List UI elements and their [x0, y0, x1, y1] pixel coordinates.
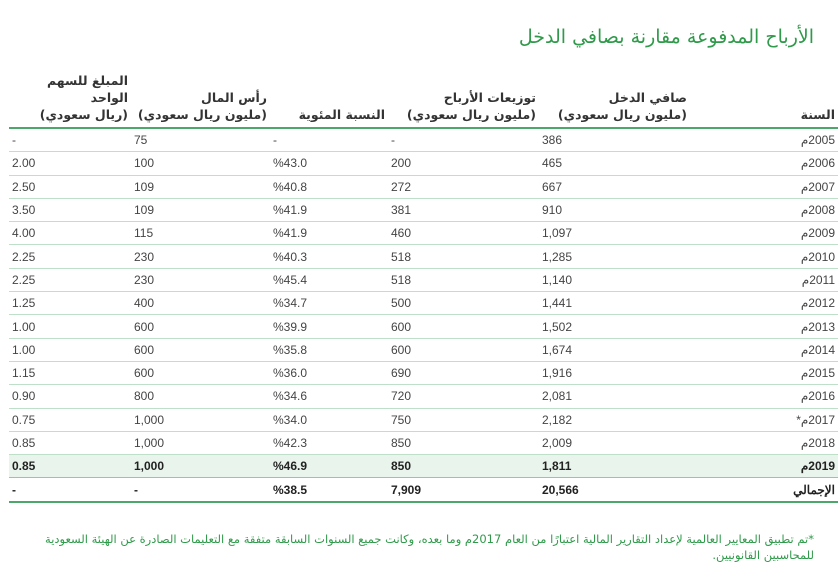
cell-percentage: %40.3 — [270, 245, 388, 268]
cell-year: 2018م — [690, 431, 838, 454]
cell-total-label: الإجمالي — [690, 478, 838, 502]
cell-net-income: 465 — [539, 152, 690, 175]
table-row — [9, 152, 838, 175]
table-row-total — [9, 478, 838, 502]
cell-per-share: 0.90 — [9, 385, 131, 408]
cell-percentage: - — [270, 128, 388, 152]
table-row-highlighted — [9, 455, 838, 478]
cell-distributions: 272 — [388, 175, 539, 198]
cell-net-income: 2,182 — [539, 408, 690, 431]
cell-distributions: 381 — [388, 198, 539, 221]
cell-net-income: 386 — [539, 128, 690, 152]
cell-percentage: %42.3 — [270, 431, 388, 454]
cell-year: 2013م — [690, 315, 838, 338]
cell-per-share: 0.75 — [9, 408, 131, 431]
cell-capital: 1,000 — [131, 431, 270, 454]
cell-year: 2015م — [690, 361, 838, 384]
cell-net-income: 1,916 — [539, 361, 690, 384]
cell-distributions: 600 — [388, 338, 539, 361]
cell-per-share: 0.85 — [9, 455, 131, 478]
cell-year: 2010م — [690, 245, 838, 268]
cell-capital: 109 — [131, 198, 270, 221]
table-row — [9, 268, 838, 291]
cell-per-share: 1.00 — [9, 338, 131, 361]
cell-percentage: %41.9 — [270, 222, 388, 245]
header-year: السنة — [690, 72, 838, 128]
cell-percentage: %46.9 — [270, 455, 388, 478]
table-row — [9, 128, 838, 152]
cell-net-income: 1,441 — [539, 292, 690, 315]
cell-net-income: 1,502 — [539, 315, 690, 338]
cell-capital: 600 — [131, 338, 270, 361]
cell-percentage: %36.0 — [270, 361, 388, 384]
header-distributions-line2: (مليون ريال سعودي) — [406, 107, 536, 122]
cell-year: 2011م — [690, 268, 838, 291]
cell-year: 2007م — [690, 175, 838, 198]
cell-capital: 75 — [131, 128, 270, 152]
header-distributions-line1: توزيعات الأرباح — [443, 90, 536, 105]
table-row — [9, 245, 838, 268]
cell-capital: 400 — [131, 292, 270, 315]
table-row — [9, 292, 838, 315]
cell-net-income: 1,140 — [539, 268, 690, 291]
cell-distributions: 460 — [388, 222, 539, 245]
cell-percentage: %41.9 — [270, 198, 388, 221]
cell-capital: 1,000 — [131, 455, 270, 478]
table-header-row — [9, 72, 838, 128]
cell-net-income: 910 — [539, 198, 690, 221]
cell-year: 2016م — [690, 385, 838, 408]
cell-percentage: %34.6 — [270, 385, 388, 408]
cell-net-income: 2,081 — [539, 385, 690, 408]
cell-distributions: 750 — [388, 408, 539, 431]
cell-year: 2008م — [690, 198, 838, 221]
cell-distributions: 690 — [388, 361, 539, 384]
cell-total-capital: - — [131, 478, 270, 502]
cell-per-share: 1.15 — [9, 361, 131, 384]
cell-capital: 100 — [131, 152, 270, 175]
cell-year: 2006م — [690, 152, 838, 175]
table-row — [9, 315, 838, 338]
cell-net-income: 2,009 — [539, 431, 690, 454]
header-capital-line2: (مليون ريال سعودي) — [137, 107, 267, 122]
cell-per-share: 2.25 — [9, 268, 131, 291]
table-row — [9, 338, 838, 361]
cell-distributions: 720 — [388, 385, 539, 408]
cell-percentage: %45.4 — [270, 268, 388, 291]
cell-total-percentage: %38.5 — [270, 478, 388, 502]
cell-capital: 800 — [131, 385, 270, 408]
footnote: *تم تطبيق المعايير العالمية لإعداد التقارير المالية اعتبارًا من العام 2017م وما بعده، وكانت جميع السنوات السابقة متفقة مع التعليمات الصادرة عن الهيئة السعودية للمحاسبين القانونيين. — [45, 532, 814, 562]
cell-distributions: - — [388, 128, 539, 152]
cell-year: 2019م — [690, 455, 838, 478]
cell-distributions: 518 — [388, 245, 539, 268]
dividends-table — [9, 72, 838, 503]
header-percentage: النسبة المئوية — [270, 72, 388, 128]
page-title: الأرباح المدفوعة مقارنة بصافي الدخل — [518, 26, 814, 48]
cell-percentage: %34.7 — [270, 292, 388, 315]
header-net-income-line2: (مليون ريال سعودي) — [557, 107, 687, 122]
cell-year: 2017م* — [690, 408, 838, 431]
cell-distributions: 518 — [388, 268, 539, 291]
header-capital — [131, 72, 270, 128]
table-row — [9, 198, 838, 221]
cell-capital: 600 — [131, 361, 270, 384]
table-row — [9, 408, 838, 431]
cell-per-share: 2.25 — [9, 245, 131, 268]
cell-total-net-income: 20,566 — [539, 478, 690, 502]
cell-capital: 1,000 — [131, 408, 270, 431]
cell-capital: 230 — [131, 245, 270, 268]
cell-per-share: 0.85 — [9, 431, 131, 454]
cell-per-share: - — [9, 128, 131, 152]
cell-net-income: 1,674 — [539, 338, 690, 361]
cell-per-share: 2.50 — [9, 175, 131, 198]
table-row — [9, 385, 838, 408]
cell-percentage: %40.8 — [270, 175, 388, 198]
cell-percentage: %39.9 — [270, 315, 388, 338]
cell-percentage: %43.0 — [270, 152, 388, 175]
table-row — [9, 431, 838, 454]
table-row — [9, 361, 838, 384]
cell-per-share: 1.25 — [9, 292, 131, 315]
cell-percentage: %35.8 — [270, 338, 388, 361]
table-row — [9, 222, 838, 245]
table-body — [9, 128, 838, 502]
cell-capital: 115 — [131, 222, 270, 245]
cell-total-distributions: 7,909 — [388, 478, 539, 502]
table-row — [9, 175, 838, 198]
cell-year: 2005م — [690, 128, 838, 152]
cell-net-income: 1,097 — [539, 222, 690, 245]
cell-net-income: 667 — [539, 175, 690, 198]
cell-per-share: 1.00 — [9, 315, 131, 338]
header-per-share-line1: المبلغ للسهم الواحد — [46, 73, 128, 105]
cell-year: 2009م — [690, 222, 838, 245]
cell-per-share: 3.50 — [9, 198, 131, 221]
header-distributions — [388, 72, 539, 128]
cell-percentage: %34.0 — [270, 408, 388, 431]
cell-per-share: 4.00 — [9, 222, 131, 245]
cell-distributions: 850 — [388, 455, 539, 478]
cell-net-income: 1,811 — [539, 455, 690, 478]
header-net-income-line1: صافي الدخل — [608, 90, 687, 105]
cell-capital: 230 — [131, 268, 270, 291]
cell-capital: 600 — [131, 315, 270, 338]
header-net-income — [539, 72, 690, 128]
cell-total-per-share: - — [9, 478, 131, 502]
cell-year: 2014م — [690, 338, 838, 361]
cell-net-income: 1,285 — [539, 245, 690, 268]
cell-per-share: 2.00 — [9, 152, 131, 175]
header-per-share-line2: (ريال سعودي) — [39, 107, 128, 122]
cell-year: 2012م — [690, 292, 838, 315]
cell-distributions: 600 — [388, 315, 539, 338]
cell-capital: 109 — [131, 175, 270, 198]
cell-distributions: 500 — [388, 292, 539, 315]
header-per-share — [9, 72, 131, 128]
cell-distributions: 200 — [388, 152, 539, 175]
header-capital-line1: رأس المال — [201, 90, 267, 105]
cell-distributions: 850 — [388, 431, 539, 454]
